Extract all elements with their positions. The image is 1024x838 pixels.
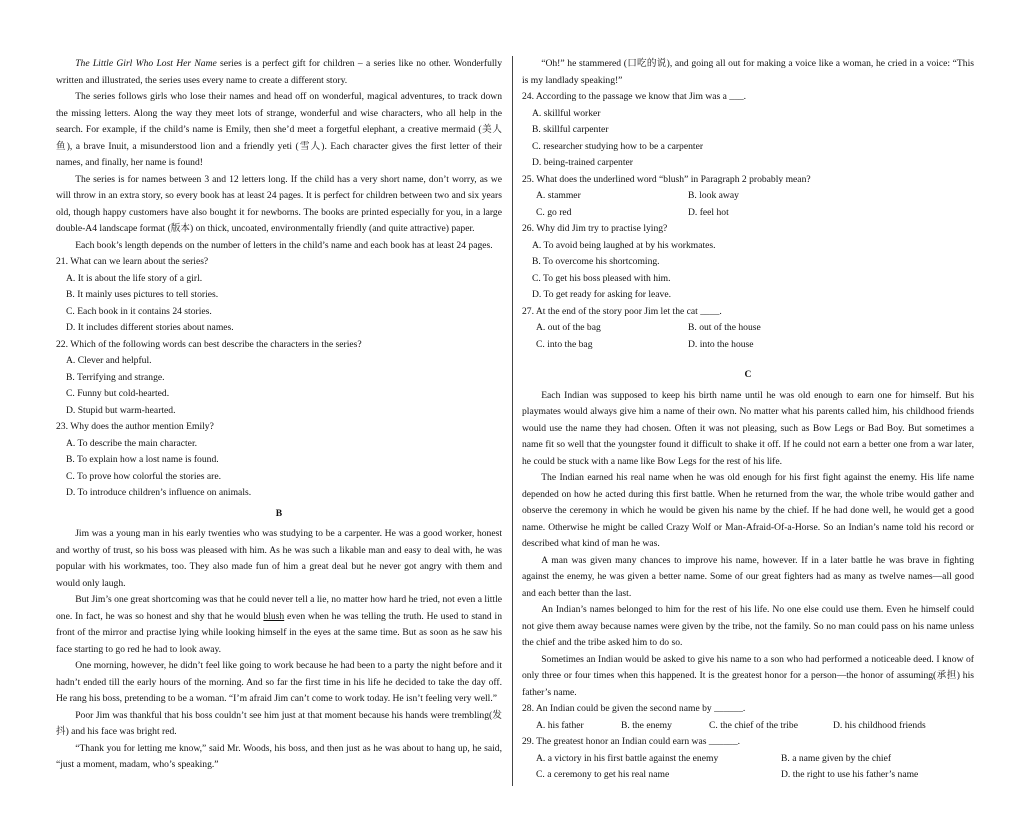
- question-21-stem: 21. What can we learn about the series?: [56, 256, 209, 267]
- passage-b-paragraph-1: Jim was a young man in his early twenties who was studying to be a carpenter. He was a good worker, honest and worthy of trust, so his boss was pleased with him. As he was such a likable man and easy to deal with, he was popular with his workmates, too. They also made fun of him a great deal but he never got angry with them and would only laugh.: [56, 528, 502, 589]
- question-29: [522, 734, 974, 784]
- question-27-option-a: A. out of the bag: [536, 322, 601, 333]
- question-21: [56, 254, 502, 337]
- question-23-stem: 23. Why does the author mention Emily?: [56, 421, 214, 432]
- passage-c-paragraph-3: A man was given many chances to improve his name, however. If in a later battle he was brave in fighting against the enemy, he was given a better name. Some of our great fighters had as many as twelve names—all good and each better than the last.: [522, 554, 974, 599]
- question-25-option-d: D. feel hot: [688, 206, 729, 218]
- question-22: [56, 337, 502, 420]
- question-27-row-2: [522, 337, 974, 354]
- passage-a-paragraph-2: The series follows girls who lose their names and head off on wonderful, magical adventures, to track down the missing letters. Along the way they meet lots of strange, wonderful and wise characters, who all help in the search. For example, if the child’s name is Emily, then she’d meet a forgetful elephant, a creative mermaid (美人鱼), a brave Inuit, a misunderstood lion and a friendly yeti (雪人). Each character gives the first letter of their names, and finally, her name is found!: [56, 91, 502, 168]
- question-28-option-a: A. his father: [536, 719, 584, 731]
- section-b-heading: B: [275, 507, 283, 519]
- question-22-stem: 22. Which of the following words can best describe the characters in the series?: [56, 338, 362, 350]
- question-21-option-d: D. It includes different stories about names.: [66, 322, 234, 333]
- column-divider: [512, 56, 513, 786]
- question-29-row-1: [522, 751, 974, 768]
- question-28-option-c: C. the chief of the tribe: [709, 719, 798, 731]
- passage-a-p1-text: series is a perfect gift for children – a series like no other. Wonderfully written and illustrated, the series uses every name to create a different story.: [56, 58, 502, 86]
- question-28-stem: 28. An Indian could be given the second name by ______.: [522, 703, 746, 714]
- question-29-option-c: C. a ceremony to get his real name: [536, 769, 670, 780]
- question-29-option-d: D. the right to use his father’s name: [781, 769, 919, 780]
- question-27-option-c: C. into the bag: [536, 338, 593, 350]
- question-26-option-b: B. To overcome his shortcoming.: [532, 256, 660, 267]
- passage-b-paragraph-4: Poor Jim was thankful that his boss couldn’t see him just at that moment because his hands were trembling(发抖) and his face was bright red.: [56, 709, 502, 737]
- question-29-row-2: [522, 767, 974, 784]
- question-29-stem: 29. The greatest honor an Indian could earn was ______.: [522, 736, 741, 747]
- underlined-word-blush: blush: [263, 610, 285, 622]
- question-25-row-2: [522, 205, 974, 222]
- question-21-option-b: B. It mainly uses pictures to tell stories.: [66, 289, 219, 300]
- question-25-option-c: C. go red: [536, 206, 572, 218]
- passage-b-paragraph-5: “Thank you for letting me know,” said Mr. Woods, his boss, and then just as he was about to hang up, he said, “just a moment, madam, who’s speaking.”: [56, 742, 502, 770]
- question-29-option-a: A. a victory in his first battle against the enemy: [536, 752, 719, 764]
- question-25-row-1: [522, 188, 974, 205]
- question-23-option-a: A. To describe the main character.: [66, 437, 198, 449]
- passage-c-paragraph-5: Sometimes an Indian would be asked to give his name to a son who had performed a noticeable deed. I know of only three or four times when this happened. It is the greatest honor for a person—the honor of assuming(承担) his father’s name.: [522, 653, 974, 698]
- question-23: [56, 419, 502, 502]
- passage-b-p2-before: But Jim’s one great shortcoming was that he could never tell a lie, no matter how hard he tried, not even a little one. In fact, he was so honest and shy that he would: [56, 594, 502, 622]
- question-28: [522, 701, 974, 734]
- passage-a-paragraph-4: Each book’s length depends on the number of letters in the child’s name and each book has at least 24 pages.: [75, 239, 493, 251]
- question-26-option-c: C. To get his boss pleased with him.: [532, 272, 671, 284]
- passage-a-paragraph-1: [56, 56, 502, 89]
- question-25-stem: 25. What does the underlined word “blush” in Paragraph 2 probably mean?: [522, 173, 811, 185]
- question-27-option-b: B. out of the house: [688, 322, 761, 333]
- question-21-option-a: A. It is about the life story of a girl.: [66, 272, 203, 284]
- question-26-option-d: D. To get ready for asking for leave.: [532, 289, 672, 300]
- question-22-option-d: D. Stupid but warm-hearted.: [66, 404, 176, 416]
- passage-b-paragraph-2: [56, 592, 502, 658]
- question-24-option-b: B. skillful carpenter: [532, 124, 609, 135]
- question-23-option-c: C. To prove how colorful the stories are.: [66, 470, 222, 482]
- question-27-option-d: D. into the house: [688, 338, 754, 350]
- question-26-option-a: A. To avoid being laughed at by his workmates.: [532, 239, 716, 251]
- question-24-option-d: D. being-trained carpenter: [532, 157, 633, 168]
- question-25: [522, 172, 974, 222]
- question-25-option-a: A. stammer: [536, 190, 581, 201]
- series-title: The Little Girl Who Lost Her Name: [75, 58, 217, 69]
- question-21-option-c: C. Each book in it contains 24 stories.: [66, 305, 212, 317]
- section-c-heading: C: [744, 369, 752, 380]
- question-27-row-1: [522, 320, 974, 337]
- question-24-option-a: A. skillful worker: [532, 107, 601, 119]
- passage-b-p2-after: even when he was telling the truth. He used to stand in front of the mirror and practise lying while looking himself in the eyes at the same time. But as soon as he saw his face starting to go red he had to look away.: [56, 610, 502, 655]
- right-column: [522, 56, 974, 784]
- question-24-stem: 24. According to the passage we know that Jim was a ___.: [522, 91, 747, 102]
- question-22-option-b: B. Terrifying and strange.: [66, 371, 165, 383]
- question-25-option-b: B. look away: [688, 190, 739, 201]
- passage-c-paragraph-4: An Indian’s names belonged to him for the rest of his life. No one else could use them. Even he himself could not give them away because names were given by the tribe, not the family. So no man could pass on his name unless the chief and the tribe asked him to do so.: [522, 604, 974, 648]
- question-28-options: [522, 718, 974, 735]
- question-22-option-c: C. Funny but cold-hearted.: [66, 388, 170, 399]
- question-24-option-c: C. researcher studying how to be a carpenter: [532, 140, 704, 152]
- passage-b-paragraph-3: One morning, however, he didn’t feel like going to work because he had been to a party the night before and it hadn’t ended till the early hours of the morning. And so far the first time in his life he decided to take the day off. He rang his boss, pretending to be a woman. “I’m afraid Jim can’t come to work today. He isn’t feeling very well.”: [56, 660, 502, 704]
- question-28-option-d: D. his childhood friends: [833, 719, 926, 731]
- question-29-option-b: B. a name given by the chief: [781, 752, 892, 764]
- question-24: [522, 89, 974, 172]
- passage-c-paragraph-2: The Indian earned his real name when he was old enough for his first fight against the enemy. His life name depended on how he acted during this first battle. When he returned from the war, the whole tribe would gather and observe the ceremony in which he would be given his name by the chief. If he had done well, he would get a good name. Otherwise he might be called Crazy Wolf or Man-Afraid-Of-a-Horse. So an Indian’s name told his record or described what kind of man he was.: [522, 472, 974, 549]
- question-26: [522, 221, 974, 304]
- question-27-stem: 27. At the end of the story poor Jim let the cat ____.: [522, 305, 722, 317]
- question-22-option-a: A. Clever and helpful.: [66, 355, 152, 366]
- question-23-option-b: B. To explain how a lost name is found.: [66, 454, 219, 465]
- question-28-option-b: B. the enemy: [621, 719, 672, 731]
- question-27: [522, 304, 974, 354]
- left-column: [56, 56, 502, 774]
- question-26-stem: 26. Why did Jim try to practise lying?: [522, 223, 668, 234]
- question-23-option-d: D. To introduce children’s influence on animals.: [66, 487, 252, 498]
- passage-c-paragraph-1: Each Indian was supposed to keep his birth name until he was old enough to earn one for himself. But his playmates would always give him a name of their own. No matter what his parents called him, his childhood friends would use the name they had chosen. Often it was not pleasing, such as Bow Legs or Bad Boy. But sometimes a name fit so well that the youngster found it difficult to shake it off. If he could not earn a better one from a war later, he could be stuck with a name like Bow Legs for the rest of his life.: [522, 389, 974, 467]
- passage-a-paragraph-3: The series is for names between 3 and 12 letters long. If the child has a very short name, don’t worry, as we will throw in an extra story, so every book has at least 24 pages. It is perfect for children between two and six years old, though happy customers have also bought it for newborns. The books are printed especially for you, in a large double-A4 landscape format (版本) on thick, uncoated, environmentally friendly (and quite attractive) paper.: [56, 173, 502, 234]
- passage-b-paragraph-6: “Oh!” he stammered (口吃的说), and going all out for making a voice like a woman, he cried in a voice: “This is my landlady speaking!”: [522, 58, 974, 86]
